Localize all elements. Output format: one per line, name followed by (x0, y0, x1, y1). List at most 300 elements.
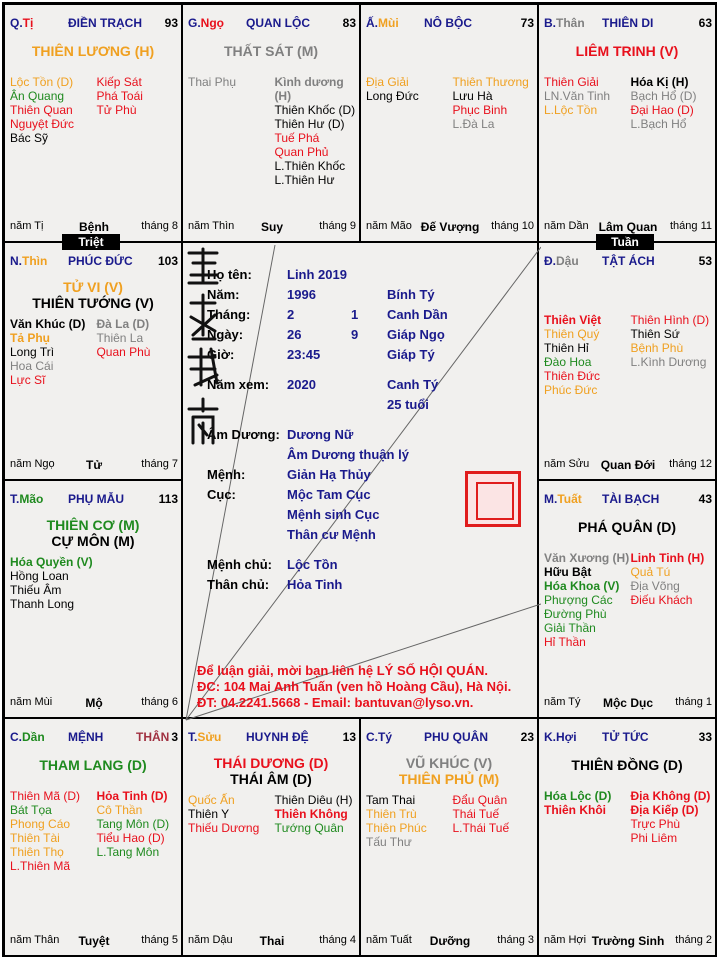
value-thang: 2 (287, 307, 295, 322)
contact-info (197, 663, 511, 711)
red-seal-logo (465, 471, 521, 527)
label-menh-chu: Mệnh chủ: (207, 557, 272, 572)
dai-han-number: 3 (171, 730, 178, 744)
life-stage: Mộc Dục (602, 696, 653, 710)
calligraphy-logo (185, 245, 221, 445)
minor-star: L.Bạch Hổ (630, 117, 687, 131)
palace-name: QUAN LỘC (246, 16, 310, 30)
palace-cell-0 (4, 4, 182, 242)
minor-star: Đà La (D) (96, 317, 150, 331)
palace-footer (188, 934, 356, 948)
palace-name: PHÚC ĐỨC (68, 254, 133, 268)
footer-year: năm Mão (366, 220, 412, 232)
main-star: TỬ VI (V) (63, 279, 123, 295)
footer-year: năm Hợi (544, 934, 587, 946)
minor-stars-right (452, 793, 535, 849)
branch-name: Sửu (197, 730, 222, 744)
branch-name: Tuất (557, 492, 582, 506)
minor-star: Trực Phù (630, 817, 681, 831)
minor-stars-left (188, 75, 274, 187)
tuan-tag: Tuần (596, 234, 654, 250)
palace-name: TỬ TỨC (602, 730, 649, 744)
dai-han-number: 73 (520, 16, 534, 30)
palace-cell-6 (4, 480, 182, 718)
palace-header (544, 492, 712, 508)
palace-header (544, 254, 712, 270)
minor-star: L.Thiên Mã (10, 859, 71, 873)
minor-stars-right (630, 313, 713, 397)
minor-star: Linh Tinh (H) (630, 551, 705, 565)
minor-star: Thiên La (96, 331, 144, 345)
palace-cell-7 (538, 480, 716, 718)
footer-month: tháng 2 (675, 934, 712, 946)
palace-cell-10 (360, 718, 538, 956)
minor-stars (10, 555, 179, 611)
footer-year: năm Tuất (366, 934, 412, 946)
minor-star: Bác Sỹ (10, 131, 49, 145)
minor-star: Thiên Phúc (366, 821, 427, 835)
palace-footer (10, 220, 178, 234)
palace-header (10, 254, 178, 270)
value-ngay: 26 (287, 327, 302, 342)
minor-star: Thiên Hỉ (544, 341, 589, 355)
minor-stars-left (544, 789, 630, 845)
minor-star: Phong Cáo (10, 817, 71, 831)
minor-star: Hóa Kị (H) (630, 75, 689, 89)
footer-month: tháng 3 (497, 934, 534, 946)
branch-name: Dậu (556, 254, 579, 268)
branch-prefix: Ấ. (366, 16, 378, 30)
main-stars (361, 755, 537, 787)
minor-star: Hóa Lộc (D) (544, 789, 612, 803)
footer-year: năm Mùi (10, 696, 53, 708)
minor-stars-left (10, 789, 96, 873)
minor-star: Bát Tọa (10, 803, 52, 817)
main-stars (183, 755, 359, 787)
label-than-chu: Thân chủ: (207, 577, 270, 592)
minor-star: Tướng Quân (274, 821, 344, 835)
minor-star: Thiên Giải (544, 75, 599, 89)
palace-cell-3 (538, 4, 716, 242)
minor-stars-right (274, 793, 357, 835)
dai-han-number: 63 (698, 16, 712, 30)
minor-star: Phá Toái (96, 89, 143, 103)
footer-year: năm Sửu (544, 458, 590, 470)
main-stars (5, 279, 181, 311)
minor-stars-right (630, 551, 713, 649)
minor-stars-right (630, 789, 713, 845)
value-nam: 1996 (287, 287, 316, 302)
value-cuc-relation: Mệnh sinh Cục (287, 507, 380, 522)
life-stage: Đế Vượng (420, 220, 480, 234)
minor-stars-right (630, 75, 713, 131)
main-star: THÁI ÂM (D) (230, 771, 312, 787)
minor-stars (544, 789, 713, 845)
palace-header (544, 16, 712, 32)
dai-han-number: 83 (342, 16, 356, 30)
minor-star: Phúc Đức (544, 383, 598, 397)
label-nam-xem: Năm xem: (207, 377, 270, 392)
minor-star: Tuế Phá (274, 131, 320, 145)
main-star: PHÁ QUÂN (D) (578, 519, 676, 535)
palace-footer (544, 696, 712, 710)
footer-month: tháng 9 (319, 220, 356, 232)
minor-star: LN.Văn Tinh (544, 89, 611, 103)
minor-star: Tiểu Hao (D) (96, 831, 165, 845)
palace-header (10, 16, 178, 32)
footer-month: tháng 10 (491, 220, 534, 232)
main-stars (539, 43, 715, 59)
palace-footer (10, 458, 178, 472)
palace-branch (544, 254, 579, 268)
minor-star: Thiên Không (274, 807, 348, 821)
branch-name: Thìn (22, 254, 48, 268)
minor-star: Thanh Long (10, 597, 75, 611)
palace-cell-8 (4, 718, 182, 956)
palace-branch (10, 730, 45, 744)
main-star: CỰ MÔN (M) (51, 533, 135, 549)
branch-prefix: Q. (10, 16, 23, 30)
value-gio: 23:45 (287, 347, 321, 362)
palace-footer (188, 220, 356, 234)
minor-stars-left (366, 75, 452, 131)
minor-stars (188, 75, 357, 187)
value-gio-can-chi: Giáp Tý (387, 347, 435, 362)
minor-star: Tam Thai (366, 793, 416, 807)
palace-branch (544, 16, 585, 30)
palace-header (10, 730, 178, 746)
minor-star: Văn Khúc (D) (10, 317, 86, 331)
label-menh: Mệnh: (207, 467, 246, 482)
life-stage: Trường Sinh (591, 934, 665, 948)
minor-star: Hữu Bật (544, 565, 592, 579)
tu-vi-chart (2, 2, 717, 957)
minor-stars-left (366, 793, 452, 849)
palace-name: HUYNH ĐỆ (246, 730, 309, 744)
palace-footer (366, 934, 534, 948)
center-info-panel (185, 245, 541, 721)
branch-name: Dần (22, 730, 45, 744)
branch-prefix: B. (544, 16, 556, 30)
main-stars (539, 757, 715, 773)
footer-month: tháng 8 (141, 220, 178, 232)
minor-star: Phục Binh (452, 103, 508, 117)
minor-star: L.Thiên Khốc (274, 159, 346, 173)
label-cuc: Cục: (207, 487, 236, 502)
footer-year: năm Dần (544, 220, 589, 232)
dai-han-number: 33 (698, 730, 712, 744)
dai-han-number: 103 (157, 254, 178, 268)
life-stage: Tử (85, 458, 103, 472)
footer-year: năm Thìn (188, 220, 235, 232)
palace-branch (10, 16, 33, 30)
main-star: THẤT SÁT (M) (223, 43, 319, 59)
minor-stars (10, 789, 179, 873)
minor-star: Đường Phù (544, 607, 607, 621)
minor-star: Đại Hao (D) (630, 103, 694, 117)
minor-stars-left (544, 551, 630, 649)
minor-star: Thai Phụ (188, 75, 237, 89)
minor-star: Kình dương (H) (274, 75, 344, 103)
palace-cell-4 (4, 242, 182, 480)
minor-star: Hoa Cái (10, 359, 54, 373)
minor-star: Quả Tú (630, 565, 671, 579)
palace-branch (366, 730, 392, 744)
main-star: THIÊN LƯƠNG (H) (31, 43, 155, 59)
value-cuc: Mộc Tam Cục (287, 487, 371, 502)
palace-name: NÔ BỘC (424, 16, 472, 30)
value-ngay-am: 9 (351, 327, 359, 342)
palace-name: TÀI BẠCH (602, 492, 660, 506)
minor-star: Địa Không (D) (630, 789, 711, 803)
minor-star: Bệnh Phù (630, 341, 684, 355)
minor-star: Điếu Khách (630, 593, 693, 607)
palace-name: PHỤ MẪU (68, 492, 124, 506)
value-menh: Giản Hạ Thủy (287, 467, 371, 482)
branch-prefix: T. (188, 730, 198, 744)
value-am-duong: Dương Nữ (287, 427, 354, 442)
minor-stars (544, 313, 713, 397)
minor-stars-right (452, 75, 535, 131)
main-star: THIÊN TƯỚNG (V) (32, 295, 154, 311)
palace-branch (544, 492, 582, 506)
minor-star: Thiên Hình (D) (630, 313, 710, 327)
life-stage: Quan Đới (600, 458, 656, 472)
palace-branch (544, 730, 577, 744)
value-nam-can-chi: Bính Tý (387, 287, 435, 302)
minor-star: Thiên Quý (544, 327, 600, 341)
main-star: THÁI DƯƠNG (D) (213, 755, 329, 771)
branch-prefix: K. (544, 730, 556, 744)
branch-name: Thân (556, 16, 585, 30)
main-stars (5, 43, 181, 59)
branch-name: Mùi (378, 16, 399, 30)
branch-prefix: G. (188, 16, 201, 30)
minor-star: Thiên Diêu (H) (274, 793, 353, 807)
dai-han-number: 13 (342, 730, 356, 744)
main-stars (5, 757, 181, 773)
branch-name: Mão (19, 492, 44, 506)
minor-star: Thiên Mã (D) (10, 789, 81, 803)
life-stage: Lâm Quan (598, 220, 658, 234)
main-star: THIÊN ĐỒNG (D) (571, 757, 683, 773)
label-gio: Giờ: (207, 347, 235, 362)
footer-year: năm Ngọ (10, 458, 55, 470)
footer-year: năm Dậu (188, 934, 233, 946)
minor-stars (10, 75, 179, 145)
palace-branch (188, 730, 221, 744)
minor-star: Quan Phủ (274, 145, 329, 159)
minor-star: Thiên Thương (452, 75, 529, 89)
value-ngay-can-chi: Giáp Ngọ (387, 327, 445, 342)
minor-star: Thiên Việt (544, 313, 602, 327)
minor-star: Thiên Hư (D) (274, 117, 345, 131)
main-star: LIÊM TRINH (V) (575, 43, 679, 59)
main-stars (183, 43, 359, 59)
palace-header (366, 16, 534, 32)
minor-star: Thái Tuế (452, 807, 500, 821)
minor-stars-right (96, 555, 179, 611)
palace-name: PHU QUÂN (424, 730, 489, 744)
contact-phone-email: ĐT: 04.2241.5668 - Email: bantuvan@lyso.vn. (197, 695, 474, 710)
footer-month: tháng 6 (141, 696, 178, 708)
minor-stars-right (274, 75, 357, 187)
dai-han-number: 93 (164, 16, 178, 30)
dai-han-number: 23 (520, 730, 534, 744)
minor-star: Tử Phù (96, 103, 137, 117)
value-ho-ten: Linh 2019 (287, 267, 347, 282)
minor-star: Giải Thần (544, 621, 596, 635)
palace-name: MỆNH (68, 730, 104, 744)
minor-star: Kiếp Sát (96, 75, 142, 89)
minor-star: Văn Xương (H) (544, 551, 630, 565)
life-stage: Thai (259, 934, 285, 948)
minor-star: Ân Quang (10, 89, 65, 103)
minor-star: Hỉ Thần (544, 635, 586, 649)
minor-star: Cô Thần (96, 803, 143, 817)
minor-stars-left (544, 313, 630, 397)
minor-stars-left (10, 317, 96, 387)
main-stars (5, 517, 181, 549)
minor-star: L.Đà La (452, 117, 495, 131)
minor-star: Tấu Thư (366, 835, 412, 849)
minor-stars-right (96, 75, 179, 145)
triet-tag: Triệt (62, 234, 120, 250)
palace-cell-1 (182, 4, 360, 242)
minor-stars (188, 793, 357, 835)
branch-prefix: C. (366, 730, 378, 744)
palace-header (544, 730, 712, 746)
palace-branch (10, 492, 43, 506)
minor-star: Quốc Ấn (188, 793, 235, 807)
minor-stars (366, 75, 535, 131)
minor-star: Nguyệt Đức (10, 117, 75, 131)
minor-star: Quan Phù (96, 345, 151, 359)
minor-stars-left (10, 555, 96, 611)
label-am-duong: Âm Dương: (207, 427, 280, 442)
branch-name: Tị (22, 16, 34, 30)
minor-star: Địa Võng (630, 579, 680, 593)
minor-stars (544, 75, 713, 131)
minor-star: Thiên Thọ (10, 845, 64, 859)
value-nam-xem-can-chi: Canh Tý (387, 377, 439, 392)
dai-han-number: 113 (158, 492, 178, 506)
label-thang: Tháng: (207, 307, 251, 322)
minor-stars-right (96, 789, 179, 873)
palace-branch (366, 16, 399, 30)
life-stage: Suy (260, 220, 283, 234)
value-menh-chu: Lộc Tồn (287, 557, 338, 572)
dai-han-number: 53 (698, 254, 712, 268)
minor-star: L.Thái Tuế (452, 821, 510, 835)
main-star: THIÊN CƠ (M) (46, 517, 140, 533)
minor-star: Thiếu Âm (10, 583, 62, 597)
minor-star: Đẩu Quân (452, 793, 508, 807)
palace-name: THIÊN DI (602, 16, 654, 30)
minor-star: Thiên Khôi (544, 803, 606, 817)
palace-header (366, 730, 534, 746)
palace-branch (188, 16, 224, 30)
main-star: VŨ KHÚC (V) (405, 755, 493, 771)
footer-month: tháng 12 (669, 458, 712, 470)
minor-star: Thiên Khốc (D) (274, 103, 356, 117)
minor-stars-left (10, 75, 96, 145)
branch-prefix: N. (10, 254, 22, 268)
palace-cell-11 (538, 718, 716, 956)
value-am-duong-ly: Âm Dương thuận lý (287, 447, 409, 462)
label-ngay: Ngày: (207, 327, 244, 342)
footer-month: tháng 11 (669, 220, 712, 232)
minor-star: Phi Liêm (630, 831, 678, 845)
main-stars (539, 519, 715, 535)
minor-star: Long Đức (366, 89, 419, 103)
value-nam-xem: 2020 (287, 377, 316, 392)
life-stage: Dưỡng (429, 934, 471, 948)
minor-star: Lực Sĩ (10, 373, 46, 387)
minor-star: Đào Hoa (544, 355, 592, 369)
palace-cell-5 (538, 242, 716, 480)
contact-line: Để luận giải, mời bạn liên hệ LÝ SỐ HỘI QUÁN. (197, 663, 488, 678)
palace-header (10, 492, 178, 508)
footer-month: tháng 1 (675, 696, 712, 708)
minor-star: L.Kình Dương (630, 355, 707, 369)
minor-star: L.Tang Môn (96, 845, 160, 859)
minor-star: Bạch Hổ (D) (630, 89, 697, 103)
minor-star: Hỏa Tinh (D) (96, 789, 168, 803)
minor-star: Thiên Quan (10, 103, 73, 117)
footer-year: năm Tý (544, 696, 581, 708)
branch-prefix: M. (544, 492, 558, 506)
palace-branch (10, 254, 47, 268)
minor-star: Long Trì (10, 345, 55, 359)
value-thang-can-chi: Canh Dần (387, 307, 448, 322)
minor-star: Lưu Hà (452, 89, 493, 103)
branch-prefix: C. (10, 730, 22, 744)
main-star: THAM LANG (D) (39, 757, 147, 773)
minor-star: L.Thiên Hư (274, 173, 335, 187)
branch-name: Hợi (556, 730, 577, 744)
palace-footer (544, 220, 712, 234)
minor-stars-right (96, 317, 179, 387)
minor-stars (366, 793, 535, 849)
minor-star: Hồng Loan (10, 569, 69, 583)
palace-footer (10, 696, 178, 710)
palace-cell-9 (182, 718, 360, 956)
minor-stars (10, 317, 179, 387)
minor-stars-left (544, 75, 630, 131)
minor-star: Thiên Sứ (630, 327, 680, 341)
palace-header (188, 16, 356, 32)
main-star: THIÊN PHỦ (M) (398, 771, 500, 787)
minor-star: Phượng Các (544, 593, 613, 607)
life-stage: Mộ (85, 696, 103, 710)
palace-header (188, 730, 356, 746)
than-marker: THÂN (136, 730, 170, 744)
palace-footer (366, 220, 534, 234)
minor-star: Thiên Đức (544, 369, 601, 383)
minor-star: L.Lộc Tồn (544, 103, 598, 117)
minor-star: Thiên Y (188, 807, 230, 821)
footer-month: tháng 5 (141, 934, 178, 946)
palace-footer (544, 458, 712, 472)
contact-address: ĐC: 104 Mai Anh Tuấn (ven hồ Hoàng Cầu), Hà Nội. (197, 679, 512, 694)
dai-han-number: 43 (698, 492, 712, 506)
footer-year: năm Tị (10, 220, 44, 232)
branch-prefix: Đ. (544, 254, 556, 268)
minor-star: Thiên Trù (366, 807, 417, 821)
footer-month: tháng 7 (141, 458, 178, 470)
life-stage: Bệnh (79, 220, 109, 234)
